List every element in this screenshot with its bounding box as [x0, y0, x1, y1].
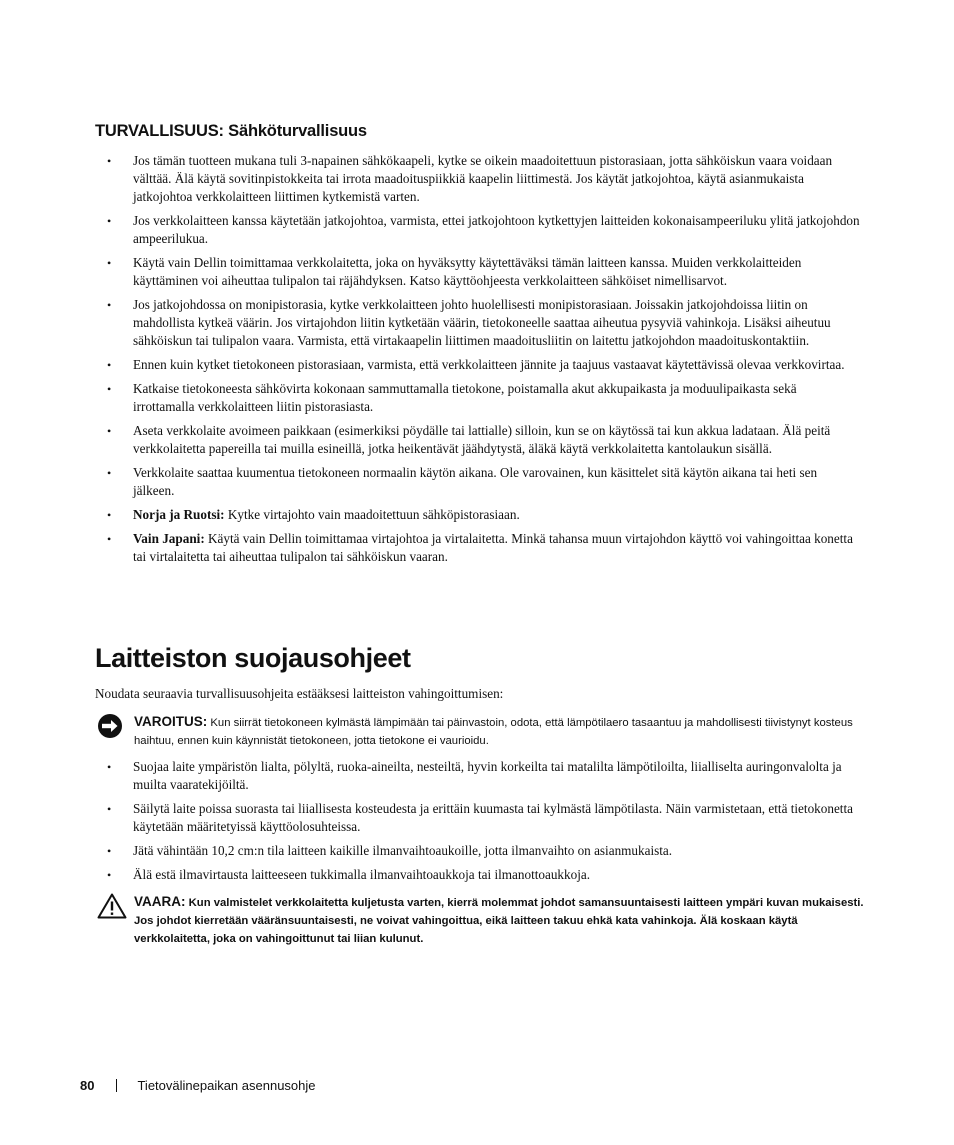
warning-triangle-icon	[97, 893, 127, 924]
item-text: Suojaa laite ympäristön lialta, pölyltä, ruoka-aineilta, nesteiltä, hyvin korkeilta tai matalilta lämpötiloilta, liialliselta auringonvalolta ja muilta vaaratekijöiltä.	[133, 759, 842, 792]
caution-label: VAROITUS:	[134, 714, 208, 729]
list-item	[95, 152, 860, 206]
page-title: Laitteiston suojausohjeet	[95, 643, 411, 673]
list-item	[95, 506, 860, 524]
warning-label: VAARA:	[134, 894, 186, 909]
list-item	[95, 254, 860, 290]
item-lead: Norja ja Ruotsi:	[133, 507, 225, 522]
list-item	[95, 356, 860, 374]
item-text: Jos jatkojohdossa on monipistorasia, kytke verkkolaitteen johto huolellisesti monipistorasiaan. Joissakin jatkojohdoissa liitin on mahdollista kytkeä väärin. Jos virtajohdon liitin kytketään väärin, tietokoneelle saattaa aiheutua pysyviä vahinkoja. Lisäksi aiheutuu sähköiskun tai tulipalon vaara. Varmista, että virtakaapelin liittimen maadoitusliitin on laitettu jatkojohdon maadoituskontaktiin.	[133, 297, 831, 348]
list-item	[95, 296, 860, 350]
item-text: Ennen kuin kytket tietokoneen pistorasiaan, varmista, että verkkolaitteen jännite ja taajuus vastaavat käytettävissä olevaa verkkovirtaa.	[133, 357, 845, 372]
intro-text: Noudata seuraavia turvallisuusohjeita estääksesi laitteiston vahingoittumisen:	[95, 686, 504, 701]
page-number: 80	[80, 1078, 95, 1093]
item-text: Käytä vain Dellin toimittamaa virtajohtoa ja virtalaitetta. Minkä tahansa muun virtajohdon käyttö voi vahingoittaa konetta tai virtalaitetta tai aiheuttaa tulipalon tai sähköiskun vaaran.	[133, 531, 853, 564]
list-item	[95, 758, 860, 794]
list-item	[95, 464, 860, 500]
caution-text: Kun siirrät tietokoneen kylmästä lämpimään tai päinvastoin, odota, että lämpötilaero tasaantuu ja mahdollisesti tiivistynyt kosteus haihtuu, ennen kuin käynnistät tietokoneen, jotta tietokone ei vaurioidu.	[134, 717, 853, 747]
item-text: Jos tämän tuotteen mukana tuli 3-napainen sähkökaapeli, kytke se oikein maadoitettuun pistorasiaan, jotta sähköiskun vaara voidaan välttää. Älä käytä sovitinpistokkeita tai irrota maadoituspiikkiä kaapelin liittimestä. Jos käytät jatkojohtoa, käytä asianmukaista jatkojohtoa verkkolaitteen liittimen kytkemistä varten.	[133, 153, 833, 204]
warning-notice	[97, 893, 867, 948]
electrical-safety-list	[95, 152, 860, 572]
list-item	[95, 530, 860, 566]
page-footer	[80, 1078, 316, 1093]
footer-doc-title: Tietovälinepaikan asennusohje	[137, 1078, 316, 1093]
list-item	[95, 422, 860, 458]
list-item	[95, 800, 860, 836]
item-text: Verkkolaite saattaa kuumentua tietokoneen normaalin käytön aikana. Ole varovainen, kun käsittelet sitä käytön aikana tai heti sen jälkeen.	[133, 465, 818, 498]
item-lead: Vain Japani:	[133, 531, 205, 546]
item-text: Kytke virtajohto vain maadoitettuun sähköpistorasiaan.	[224, 507, 520, 522]
caution-notice	[97, 713, 867, 750]
footer-divider	[116, 1079, 117, 1092]
list-item	[95, 212, 860, 248]
list-item	[95, 866, 860, 884]
item-text: Jos verkkolaitteen kanssa käytetään jatkojohtoa, varmista, ettei jatkojohtoon kytkettyjen laitteiden kokonaisampeeriluku ylitä jatkojohdon ampeerilukua.	[133, 213, 860, 246]
item-text: Käytä vain Dellin toimittamaa verkkolaitetta, joka on hyväksytty käytettäväksi tämän laitteen kanssa. Muiden verkkolaitteiden käyttäminen voi aiheuttaa tulipalon tai räjähdyksen. Katso käyttöohjeesta verkkolaitteen sähköiset nimellisarvot.	[133, 255, 802, 288]
hardware-protection-list	[95, 758, 860, 890]
list-item	[95, 842, 860, 860]
caution-icon	[97, 713, 123, 744]
item-text: Jätä vähintään 10,2 cm:n tila laitteen kaikille ilmanvaihtoaukoille, jotta ilmanvaihto on asianmukaista.	[133, 843, 673, 858]
item-text: Aseta verkkolaite avoimeen paikkaan (esimerkiksi pöydälle tai lattialle) silloin, kun se on käytössä tai kun akkua ladataan. Älä peitä verkkolaitetta papereilla tai muilla esineillä, jotka heikentävät jäähdytystä, äläkä käytä verkkolaitetta kantolaukun sisällä.	[133, 423, 831, 456]
item-text: Älä estä ilmavirtausta laitteeseen tukkimalla ilmanvaihtoaukkoja tai ilmanottoaukkoja.	[133, 867, 591, 882]
item-text: Katkaise tietokoneesta sähkövirta kokonaan sammuttamalla tietokone, poistamalla akut akkupaikasta ja moduulipaikasta sekä irrottamalla verkkolaitteen liitin pistorasiasta.	[133, 381, 797, 414]
item-text: Säilytä laite poissa suorasta tai liiallisesta kosteudesta ja erittäin kuumasta tai kylmästä lämpötilasta. Näin varmistetaan, että tietokonetta käytetään määritetyissä käyttöolosuhteissa.	[133, 801, 853, 834]
warning-text: Kun valmistelet verkkolaitetta kuljetusta varten, kierrä molemmat johdot samansuuntaisesti laitteen ympäri kuvan mukaisesti. Jos johdot kierretään vääränsuuntaisesti, ne voivat vahingoittua, eikä laitteen takuu ehkä kata vahinkoja. Älä koskaan käytä verkkolaitetta, joka on vahingoittunut tai liian kulunut.	[134, 897, 864, 945]
section-heading: TURVALLISUUS: Sähköturvallisuus	[95, 122, 367, 140]
list-item	[95, 380, 860, 416]
